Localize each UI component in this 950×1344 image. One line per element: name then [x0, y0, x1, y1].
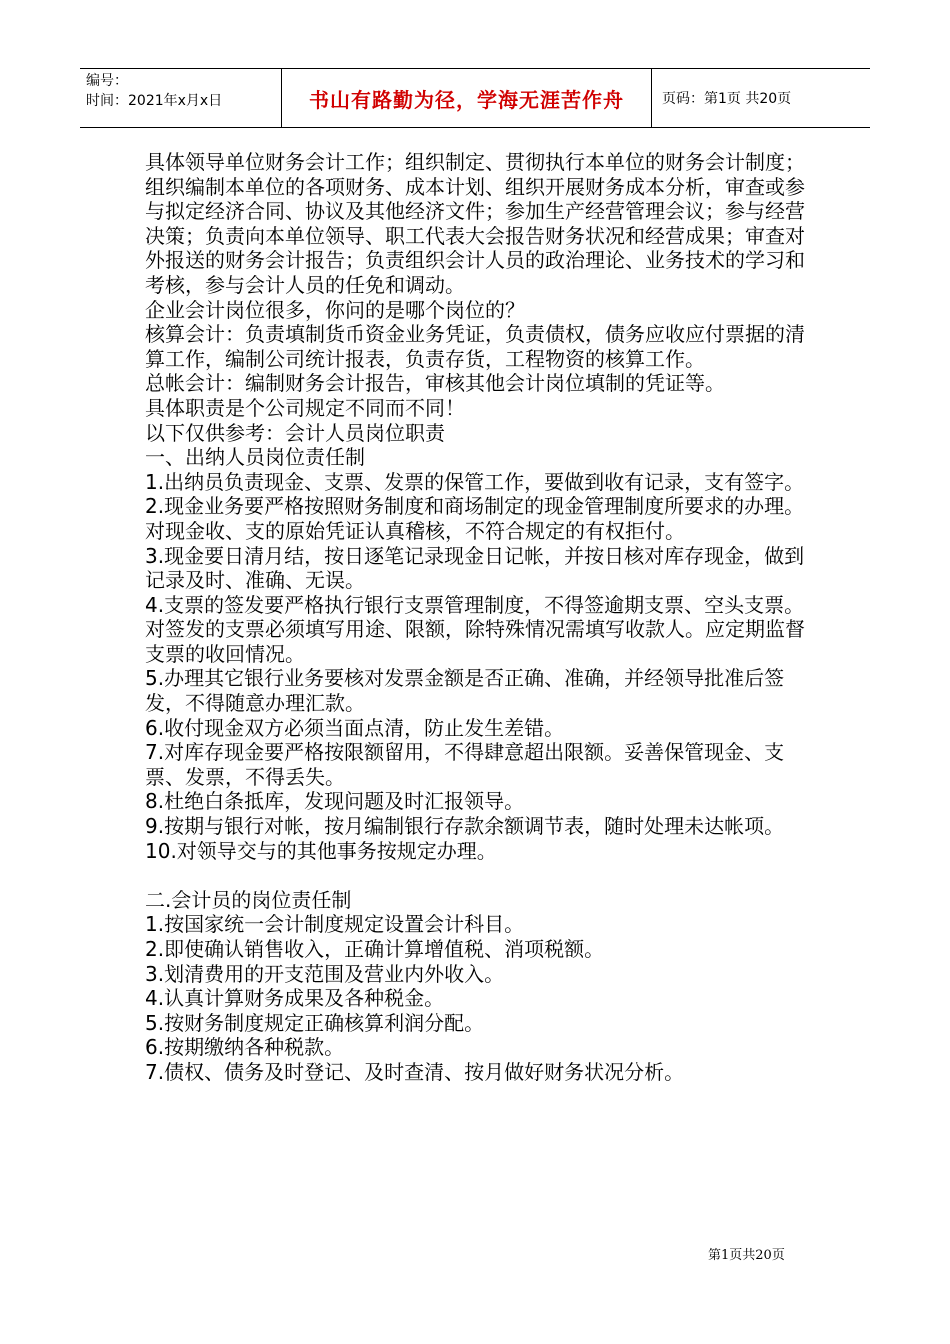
list-item: 6.按期缴纳各种税款。 [145, 1035, 345, 1060]
header-meta [80, 69, 282, 127]
section-heading: 二.会计员的岗位责任制 [145, 887, 352, 912]
list-item: 5.办理其它银行业务要核对发票金额是否正确、准确，并经领导批准后签发，不得随意办理汇款。 [145, 666, 785, 716]
list-item: 4.支票的签发要严格执行银行支票管理制度，不得签逾期支票、空头支票。对签发的支票必须填写用途、限额，除特殊情况需填写收款人。应定期监督支票的收回情况。 [145, 592, 805, 666]
list-item: 4.认真计算财务成果及各种税金。 [145, 986, 445, 1011]
list-item: 3.划清费用的开支范围及营业内外收入。 [145, 961, 505, 986]
time-label: 时间：2021年x月x日 [86, 93, 223, 109]
paragraph: 总帐会计：编制财务会计报告，审核其他会计岗位填制的凭证等。 [145, 371, 725, 396]
paragraph: 企业会计岗位很多，你问的是哪个岗位的？ [145, 297, 525, 322]
paragraph: 具体领导单位财务会计工作；组织制定、贯彻执行本单位的财务会计制度；组织编制本单位的各项财务、成本计划、组织开展财务成本分析，审查或参与拟定经济合同、协议及其他经济文件；参加生产经营管理会议；参与经营决策；负责向本单位领导、职工代表大会报告财务状况和经营成果；审查对外报送的财务会计报告；负责组织会计人员的政治理论、业务技术的学习和考核，参与会计人员的任免和调动。 [145, 150, 805, 297]
header-page-info: 页码：第1页 共20页 [662, 91, 792, 107]
list-item: 1.出纳员负责现金、支票、发票的保管工作，要做到收有记录，支有签字。 [145, 469, 805, 494]
list-item: 1.按国家统一会计制度规定设置会计科目。 [145, 912, 525, 937]
list-item: 5.按财务制度规定正确核算利润分配。 [145, 1010, 485, 1035]
paragraph: 核算会计：负责填制货币资金业务凭证，负责债权，债务应收应付票据的清算工作，编制公司统计报表，负责存货，工程物资的核算工作。 [145, 322, 805, 371]
paragraph: 以下仅供参考：会计人员岗位职责 [145, 420, 445, 445]
list-item: 7.对库存现金要严格按限额留用，不得肆意超出限额。妥善保管现金、支票、发票，不得丢失。 [145, 740, 785, 789]
header-motto: 书山有路勤为径，学海无涯苦作舟 [282, 69, 652, 127]
list-item: 8.杜绝白条抵库，发现问题及时汇报领导。 [145, 789, 525, 814]
list-item: 9.按期与银行对帐，按月编制银行存款余额调节表，随时处理未达帐项。 [145, 814, 785, 839]
list-item: 7.债权、债务及时登记、及时查清、按月做好财务状况分析。 [145, 1059, 685, 1084]
page-footer: 第1页共20页 [708, 1248, 785, 1263]
document-body [145, 150, 815, 1085]
list-item: 2.现金业务要严格按照财务制度和商场制定的现金管理制度所要求的办理。对现金收、支的原始凭证认真稽核，不符合规定的有权拒付。 [145, 494, 805, 543]
list-item: 6.收付现金双方必须当面点清，防止发生差错。 [145, 715, 565, 740]
number-label: 编号： [86, 73, 128, 89]
page-header [80, 68, 870, 128]
list-item: 3.现金要日清月结，按日逐笔记录现金日记帐，并按日核对库存现金，做到记录及时、准确、无误。 [145, 543, 805, 593]
paragraph: 具体职责是个公司规定不同而不同！ [145, 395, 465, 420]
list-item: 2.即使确认销售收入，正确计算增值税、消项税额。 [145, 937, 605, 961]
section-heading: 一、出纳人员岗位责任制 [145, 445, 365, 470]
blank-line [145, 863, 815, 888]
list-item: 10.对领导交与的其他事务按规定办理。 [145, 838, 497, 863]
